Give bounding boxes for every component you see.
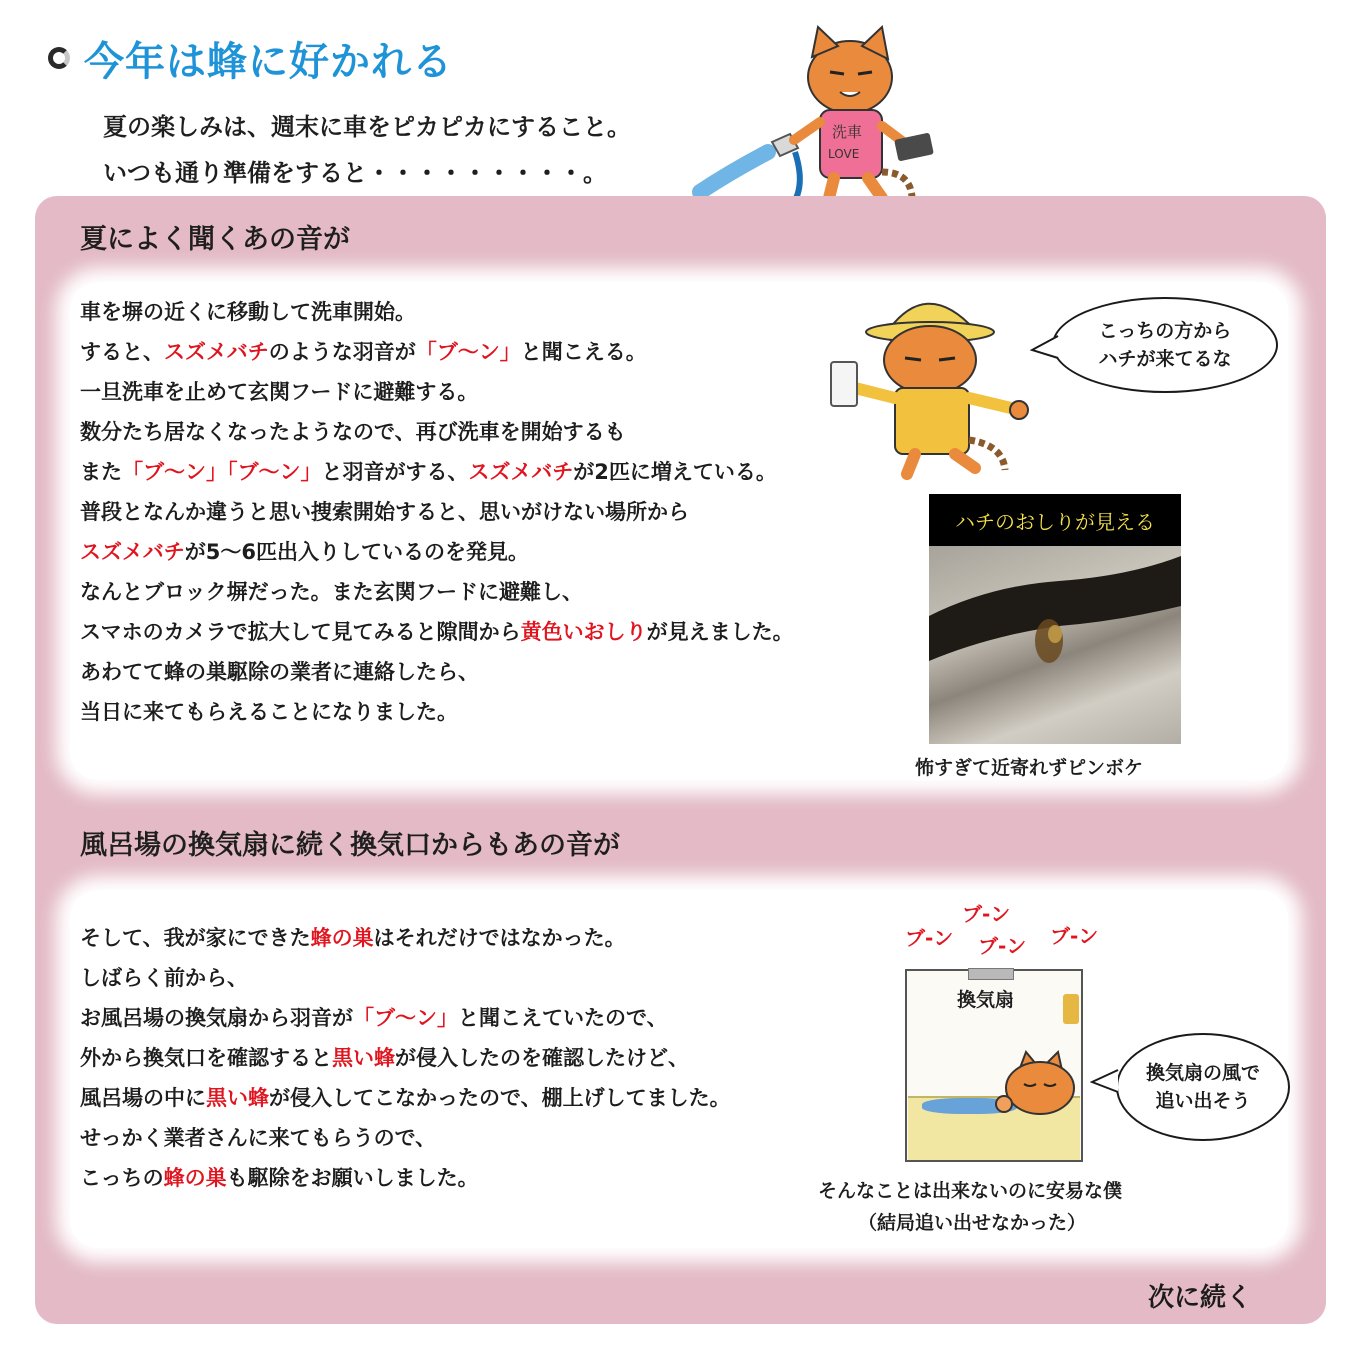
story-line	[80, 612, 794, 652]
buzz-word: ブ-ン	[1050, 924, 1099, 948]
intro-line: いつも通り準備をすると・・・・・・・・・。	[103, 159, 607, 187]
buzz-word: ブ-ン	[962, 902, 1011, 926]
story-segment: 一旦洗車を止めて玄関フードに避難する。	[80, 380, 479, 404]
story-segment: 当日に来てもらえることになりました。	[80, 700, 458, 724]
next-continue-label: 次に続く	[1148, 1283, 1253, 1313]
highlight-text: 黒い蜂	[332, 1046, 395, 1070]
story-line	[80, 998, 731, 1038]
story-segment: なんとブロック塀だった。また玄関フードに避難し、	[80, 580, 583, 604]
photo-label: ハチのおしりが見える	[929, 494, 1181, 546]
story-segment: スマホのカメラで拡大して見てみると隙間から	[80, 620, 521, 644]
story-segment: が侵入してこなかったので、棚上げしてました。	[269, 1086, 731, 1110]
highlight-text: スズメバチ	[80, 540, 185, 564]
switch-icon	[1063, 994, 1079, 1024]
story-segment: 風呂場の中に	[80, 1086, 206, 1110]
fan-label: 換気扇	[957, 989, 1015, 1011]
story-line	[80, 1158, 731, 1198]
story-segment: と聞こえる。	[520, 340, 647, 364]
story-segment: 普段となんか違うと思い捜索開始すると、思いがけない場所から	[80, 500, 689, 524]
story-segment: のような羽音が	[268, 340, 416, 364]
buzz-word: ブ-ン	[978, 934, 1027, 958]
speech-line: 追い出そう	[1155, 1090, 1251, 1112]
story-line	[80, 332, 794, 372]
cat-inspector-illustration	[825, 280, 1045, 480]
story-segment: お風呂場の換気扇から羽音が	[80, 1006, 353, 1030]
speech-line: ハチが来てるな	[1098, 348, 1232, 370]
story-segment: また	[80, 460, 122, 484]
story-line	[80, 292, 794, 332]
section-heading: 風呂場の換気扇に続く換気口からもあの音が	[80, 830, 620, 861]
intro-text	[103, 104, 631, 196]
story-line	[80, 492, 794, 532]
story-segment: と羽音がする、	[321, 460, 469, 484]
story-segment: も駆除をお願いしました。	[226, 1166, 479, 1190]
story-segment: が見えました。	[646, 620, 794, 644]
highlight-text: 黒い蜂	[206, 1086, 269, 1110]
highlight-text: 蜂の巣	[310, 926, 374, 950]
highlight-text: 「ブ〜ン」	[415, 340, 521, 364]
story-segment: が5〜6匹出入りしているのを発見。	[184, 540, 530, 564]
story-line	[80, 532, 794, 572]
story-line	[80, 1038, 731, 1078]
buzz-word: ブ-ン	[905, 926, 954, 950]
speech-bubble	[1052, 297, 1278, 393]
story-line	[80, 372, 794, 412]
story-segment: はそれだけではなかった。	[373, 926, 626, 950]
bath-caption: そんなことは出来ないのに安易な僕	[818, 1180, 1123, 1202]
story-segment: 数分たち居なくなったようなので、再び洗車を開始するも	[80, 420, 626, 444]
story-line	[80, 1118, 731, 1158]
section-heading: 夏によく聞くあの音が	[80, 224, 350, 255]
speech-bubble	[1116, 1033, 1290, 1141]
highlight-text: 黄色いおしり	[520, 620, 647, 644]
wall-crack-image	[929, 546, 1181, 744]
highlight-text: スズメバチ	[468, 460, 574, 484]
speech-bubble-tail	[1090, 1066, 1120, 1096]
story-segment: しばらく前から、	[80, 966, 248, 990]
vent-icon	[968, 968, 1014, 980]
title-row	[48, 30, 453, 86]
photo-caption: 怖すぎて近寄れずピンボケ	[915, 757, 1144, 779]
story-line	[80, 572, 794, 612]
story-line	[80, 412, 794, 452]
speech-line: こっちの方から	[1098, 320, 1232, 342]
story-segment: すると、	[80, 340, 164, 364]
ring-bullet-icon	[48, 47, 70, 69]
story-text	[80, 918, 731, 1198]
highlight-text: 「ブ〜ン」	[353, 1006, 458, 1030]
intro-line: 夏の楽しみは、週末に車をピカピカにすること。	[103, 113, 631, 141]
story-segment: 車を塀の近くに移動して洗車開始。	[80, 300, 416, 324]
page-title: 今年は蜂に好かれる	[84, 38, 453, 85]
cat-bath-illustration	[990, 1050, 1080, 1120]
story-line	[80, 652, 794, 692]
story-segment: せっかく業者さんに来てもらうので、	[80, 1126, 437, 1150]
cat-washing-car-illustration	[690, 22, 950, 222]
story-line	[80, 692, 794, 732]
story-line	[80, 1078, 731, 1118]
speech-bubble-tail	[1030, 332, 1060, 362]
story-text	[80, 292, 794, 732]
highlight-text: 「ブ〜ン」「ブ〜ン」	[122, 460, 322, 484]
wall-photo	[929, 546, 1181, 744]
story-segment: あわてて蜂の巣駆除の業者に連絡したら、	[80, 660, 479, 684]
shirt-text: 洗車	[832, 123, 863, 141]
story-segment: こっちの	[80, 1166, 164, 1190]
story-segment: 外から換気口を確認すると	[80, 1046, 332, 1070]
story-line	[80, 918, 731, 958]
shirt-text: LOVE	[828, 147, 860, 161]
speech-line: 換気扇の風で	[1145, 1062, 1260, 1084]
story-segment: が侵入したのを確認したけど、	[395, 1046, 689, 1070]
story-segment: と聞こえていたので、	[458, 1006, 668, 1030]
story-segment: そして、我が家にできた	[80, 926, 311, 950]
highlight-text: スズメバチ	[164, 340, 269, 364]
bath-caption-note: （結局追い出せなかった）	[858, 1212, 1087, 1234]
story-segment: が2匹に増えている。	[573, 460, 777, 484]
highlight-text: 蜂の巣	[163, 1166, 227, 1190]
story-line	[80, 958, 731, 998]
story-line	[80, 452, 794, 492]
